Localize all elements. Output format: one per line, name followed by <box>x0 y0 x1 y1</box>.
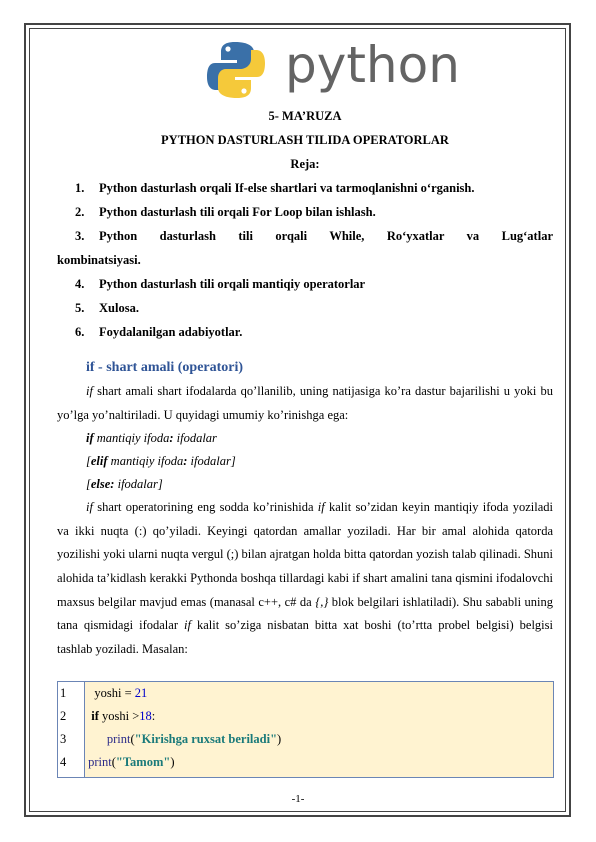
list-item: 2. Python dasturlash tili orqali For Loop bilan ishlash. <box>75 205 376 219</box>
intro-paragraph: if shart amali shart ifodalarda qo’llanilib, uning natijasiga ko’ra dastur bajarilishi u yoki bu yo’lga yo’naltiriladi. U quyidagi umumiy ko’rinishga ega: <box>57 384 553 422</box>
list-item: 6. Foydalanilgan adabiyotlar. <box>75 325 243 339</box>
document-body <box>57 104 553 661</box>
list-item: 3. Python dasturlash tili orqali While, Ro‘yxatlar va Lug‘atlar kombinatsiyasi. <box>57 229 553 267</box>
python-wordmark: python <box>285 36 460 94</box>
code-line-2: if yoshi >18: <box>91 709 156 723</box>
line-number: 3 <box>60 732 67 746</box>
code-lines <box>85 682 553 777</box>
list-item: 5. Xulosa. <box>75 301 139 315</box>
page-number: -1- <box>291 793 305 805</box>
plan-label: Reja: <box>290 157 320 171</box>
plan-list <box>57 176 553 344</box>
code-example <box>57 681 554 778</box>
code-line-numbers <box>58 682 85 777</box>
line-number: 1 <box>60 686 67 700</box>
code-line-1: yoshi = 21 <box>91 686 148 700</box>
lecture-number: 5- MA’RUZA <box>268 109 342 123</box>
section-title: if - shart amali (operatori) <box>86 360 244 375</box>
lecture-title: PYTHON DASTURLASH TILIDA OPERATORLAR <box>161 133 449 147</box>
syntax-else: [else: ifodalar] <box>86 477 163 492</box>
syntax-elif: [elif mantiqiy ifoda: ifodalar] <box>86 454 236 469</box>
code-line-4: print("Tamom") <box>88 755 175 769</box>
code-line-3: print("Kirishga ruxsat beriladi") <box>106 732 282 746</box>
list-item: 4. Python dasturlash tili orqali mantiqiy operatorlar <box>75 277 366 291</box>
list-item: 1. Python dasturlash orqali If-else shartlari va tarmoqlanishni o‘rganish. <box>75 181 475 195</box>
syntax-if: if mantiqiy ifoda: ifodalar <box>86 431 217 446</box>
body-paragraph: if shart operatorining eng sodda ko’rinishida if kalit so’zidan keyin mantiqiy ifoda yoziladi va ikki nuqta (:) qo’yiladi. Keyingi qatordan amallar yoziladi. Har bir amal alohida qatorda yozilishi yoki ularni nuqta vergul (;) bilan ajratgan holda bitta qatordan yozish talab qilinadi. Shuni alohida ta’kidlash kerakki Pythonda boshqa tillardagi kabi if shart amalini tana qismini ifodalovchi maxsus belgilar mavjud emas (manasal c++, c# da {,} blok belgilari ishlatiladi). Shu sababli uning tana qismidagi ifodalar if kalit so’ziga nisbatan bitta xat boshi (to’rtta probel belgisi) belgisi tashlab yoziladi. Masalan: <box>57 500 554 656</box>
line-number: 4 <box>60 755 67 769</box>
line-number: 2 <box>60 709 67 723</box>
